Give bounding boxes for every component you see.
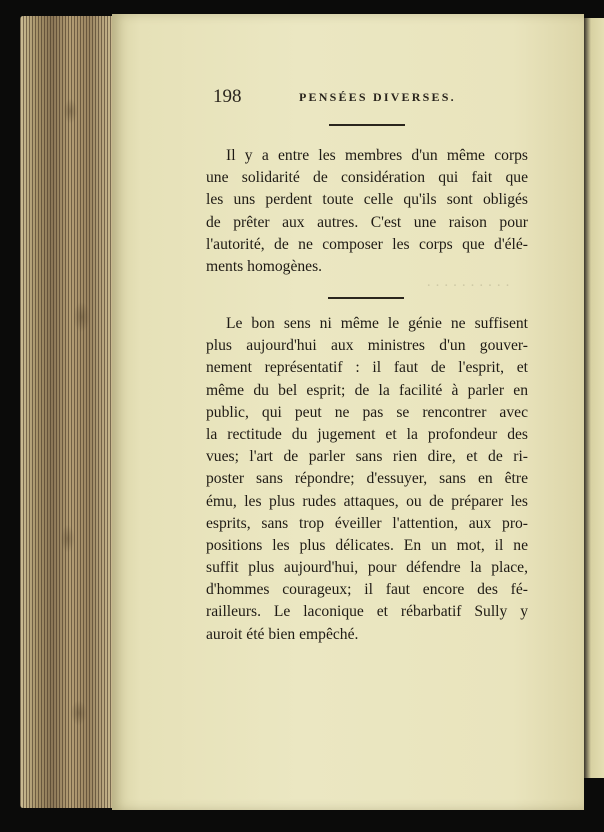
text-line: nement représentatif : il faut de l'esprit, et <box>206 359 528 377</box>
text-line: plus aujourd'hui aux ministres d'un gouver- <box>206 337 528 355</box>
text-line: positions les plus délicates. En un mot, il ne <box>206 536 528 554</box>
text-line: Le bon sens ni même le génie ne suffisent <box>226 315 528 332</box>
page-number: 198 <box>213 86 242 107</box>
facing-page-edge <box>584 18 604 778</box>
section-rule <box>328 297 404 299</box>
text-line: railleurs. Le laconique et rébarbatif Sully y <box>206 603 528 621</box>
text-line: ému, les plus rudes attaques, ou de préparer les <box>206 492 528 510</box>
text-line: de prêter aux autres. C'est une raison pour <box>206 213 528 231</box>
text-line: d'hommes courageux; il faut encore des fé- <box>206 581 528 599</box>
text-line: les uns perdent toute celle qu'ils sont obligés <box>206 191 528 209</box>
paragraph-2 <box>206 313 528 646</box>
text-line: l'autorité, de ne composer les corps que d'élé- <box>206 235 528 253</box>
section-rule <box>329 124 405 126</box>
text-line: une solidarité de considération qui fait que <box>206 169 528 187</box>
text-line: auroit été bien empêché. <box>206 625 359 643</box>
running-head: PENSÉES DIVERSES. <box>299 90 456 104</box>
text-line: la rectitude du jugement et la profondeur des <box>206 425 528 443</box>
text-line: ments homogènes. <box>206 257 323 275</box>
text-line: Il y a entre les membres d'un même corps <box>226 147 528 164</box>
show-through: · · · · · · · · · · <box>426 278 510 294</box>
text-line: même du bel esprit; de la facilité à parler en <box>206 381 528 399</box>
text-line: vues; l'art de parler sans rien dire, et de ri- <box>206 448 528 466</box>
page-edges <box>20 16 112 808</box>
text-line: public, qui peut ne pas se rencontrer avec <box>206 403 528 421</box>
text-line: suffit plus aujourd'hui, pour défendre la place, <box>206 559 528 577</box>
text-line: esprits, sans trop éveiller l'attention, aux pro- <box>206 514 528 532</box>
paragraph-1 <box>206 145 528 278</box>
text-line: poster sans répondre; d'essuyer, sans en être <box>206 470 528 488</box>
